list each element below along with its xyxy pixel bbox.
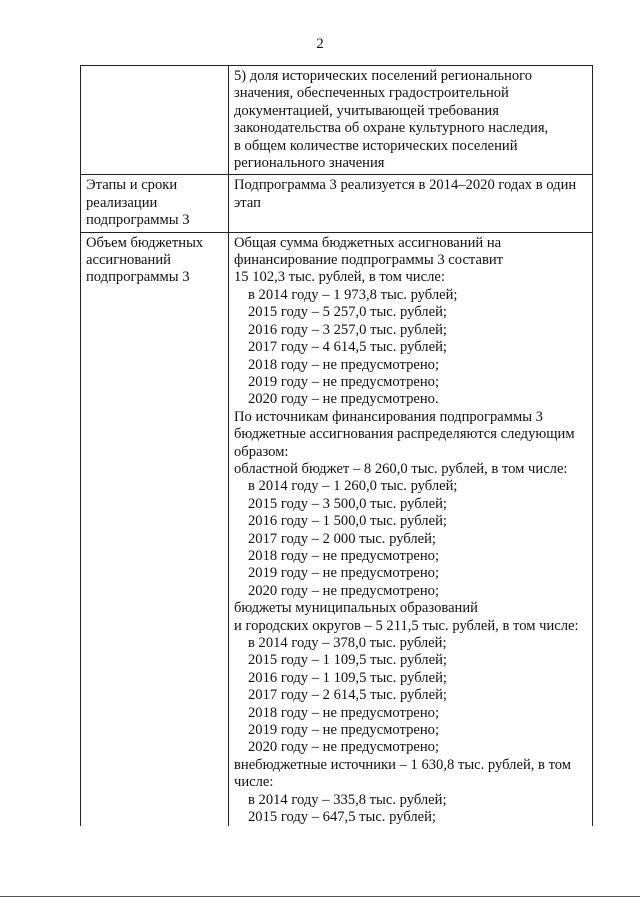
budget-intro-line: финансирование подпрограммы 3 составит — [234, 252, 504, 269]
goal5-line: значения, обеспеченных градостроительной — [234, 85, 509, 102]
goal5-line: законодательства об охране культурного наследия, — [234, 120, 549, 137]
goal5-line: 5) доля исторических поселений регионального — [234, 68, 533, 84]
goal5-cell — [229, 66, 593, 175]
regional-year-line: 2019 году – не предусмотрено; — [248, 565, 440, 582]
extrabudget-header: внебюджетные источники – 1 630,8 тыс. рублей, в том — [234, 756, 572, 773]
extrabudget-year-line: 2015 году – 647,5 тыс. рублей; — [248, 809, 436, 826]
passport-table — [80, 65, 593, 826]
footer-divider — [0, 896, 640, 897]
regional-year-line: в 2014 году – 1 260,0 тыс. рублей; — [248, 478, 458, 495]
total-year-line: 2016 году – 3 257,0 тыс. рублей; — [248, 321, 447, 338]
table-row-stages — [81, 175, 593, 232]
budget-intro-line: Общая сумма бюджетных ассигнований на — [234, 234, 502, 251]
table-row-budget — [81, 232, 593, 826]
total-year-line: 2020 году – не предусмотрено. — [248, 391, 439, 408]
budget-intro-line: 15 102,3 тыс. рублей, в том числе: — [234, 269, 445, 286]
municipal-year-line: 2016 году – 1 109,5 тыс. рублей; — [248, 669, 447, 686]
municipal-year-line: 2020 году – не предусмотрено; — [248, 739, 440, 756]
budget-label-cell — [81, 232, 229, 826]
stages-label-line: Этапы и сроки — [86, 177, 178, 194]
municipal-year-line: в 2014 году – 378,0 тыс. рублей; — [248, 635, 447, 651]
stages-label-cell — [81, 175, 229, 232]
budget-label-line: подпрограммы 3 — [86, 269, 190, 286]
municipal-budget-header: и городских округов – 5 211,5 тыс. рублей, в том числе: — [234, 617, 579, 634]
stages-value-line: этап — [234, 194, 261, 211]
regional-year-line: 2017 году – 2 000 тыс. рублей; — [248, 530, 436, 547]
goal5-line: документацией, учитывающей требования — [234, 102, 499, 119]
municipal-budget-header: бюджеты муниципальных образований — [234, 600, 478, 617]
extrabudget-header: числе: — [234, 774, 274, 791]
total-year-line: 2019 году – не предусмотрено; — [248, 373, 440, 390]
regional-year-line: 2018 году – не предусмотрено; — [248, 547, 440, 564]
municipal-year-line: 2018 году – не предусмотрено; — [248, 704, 440, 721]
goal5-line: регионального значения — [234, 155, 385, 172]
page-number: 2 — [316, 36, 324, 52]
sources-intro-line: бюджетные ассигнования распределяются следующим — [234, 426, 575, 443]
stages-label-line: реализации — [86, 194, 158, 211]
municipal-year-line: 2017 году – 2 614,5 тыс. рублей; — [248, 687, 447, 704]
budget-label-line: ассигнований — [86, 252, 171, 269]
regional-year-line: 2020 году – не предусмотрено; — [248, 582, 440, 599]
label-cell-empty — [81, 66, 229, 175]
municipal-year-line: 2015 году – 1 109,5 тыс. рублей; — [248, 652, 447, 669]
stages-label-line: подпрограммы 3 — [86, 212, 190, 229]
regional-budget-header: областной бюджет – 8 260,0 тыс. рублей, в том числе: — [234, 460, 568, 477]
total-year-line: 2017 году – 4 614,5 тыс. рублей; — [248, 339, 447, 356]
regional-year-line: 2015 году – 3 500,0 тыс. рублей; — [248, 495, 447, 512]
budget-label-line: Объем бюджетных — [86, 234, 204, 251]
total-year-line: в 2014 году – 1 973,8 тыс. рублей; — [248, 286, 458, 303]
sources-intro-line: По источникам финансирования подпрограммы 3 — [234, 408, 543, 425]
municipal-year-line: 2019 году – не предусмотрено; — [248, 722, 440, 739]
stages-value-cell — [229, 175, 593, 232]
budget-value-cell — [229, 232, 593, 826]
total-year-line: 2015 году – 5 257,0 тыс. рублей; — [248, 304, 447, 321]
goal5-line: в общем количестве исторических поселений — [234, 137, 518, 154]
sources-intro-line: образом: — [234, 443, 289, 460]
regional-year-line: 2016 году – 1 500,0 тыс. рублей; — [248, 513, 447, 530]
stages-value-line: Подпрограмма 3 реализуется в 2014–2020 годах в один — [234, 177, 577, 194]
total-year-line: 2018 году – не предусмотрено; — [248, 356, 440, 373]
table-row-goal5 — [81, 66, 593, 175]
extrabudget-year-line: в 2014 году – 335,8 тыс. рублей; — [248, 791, 447, 808]
